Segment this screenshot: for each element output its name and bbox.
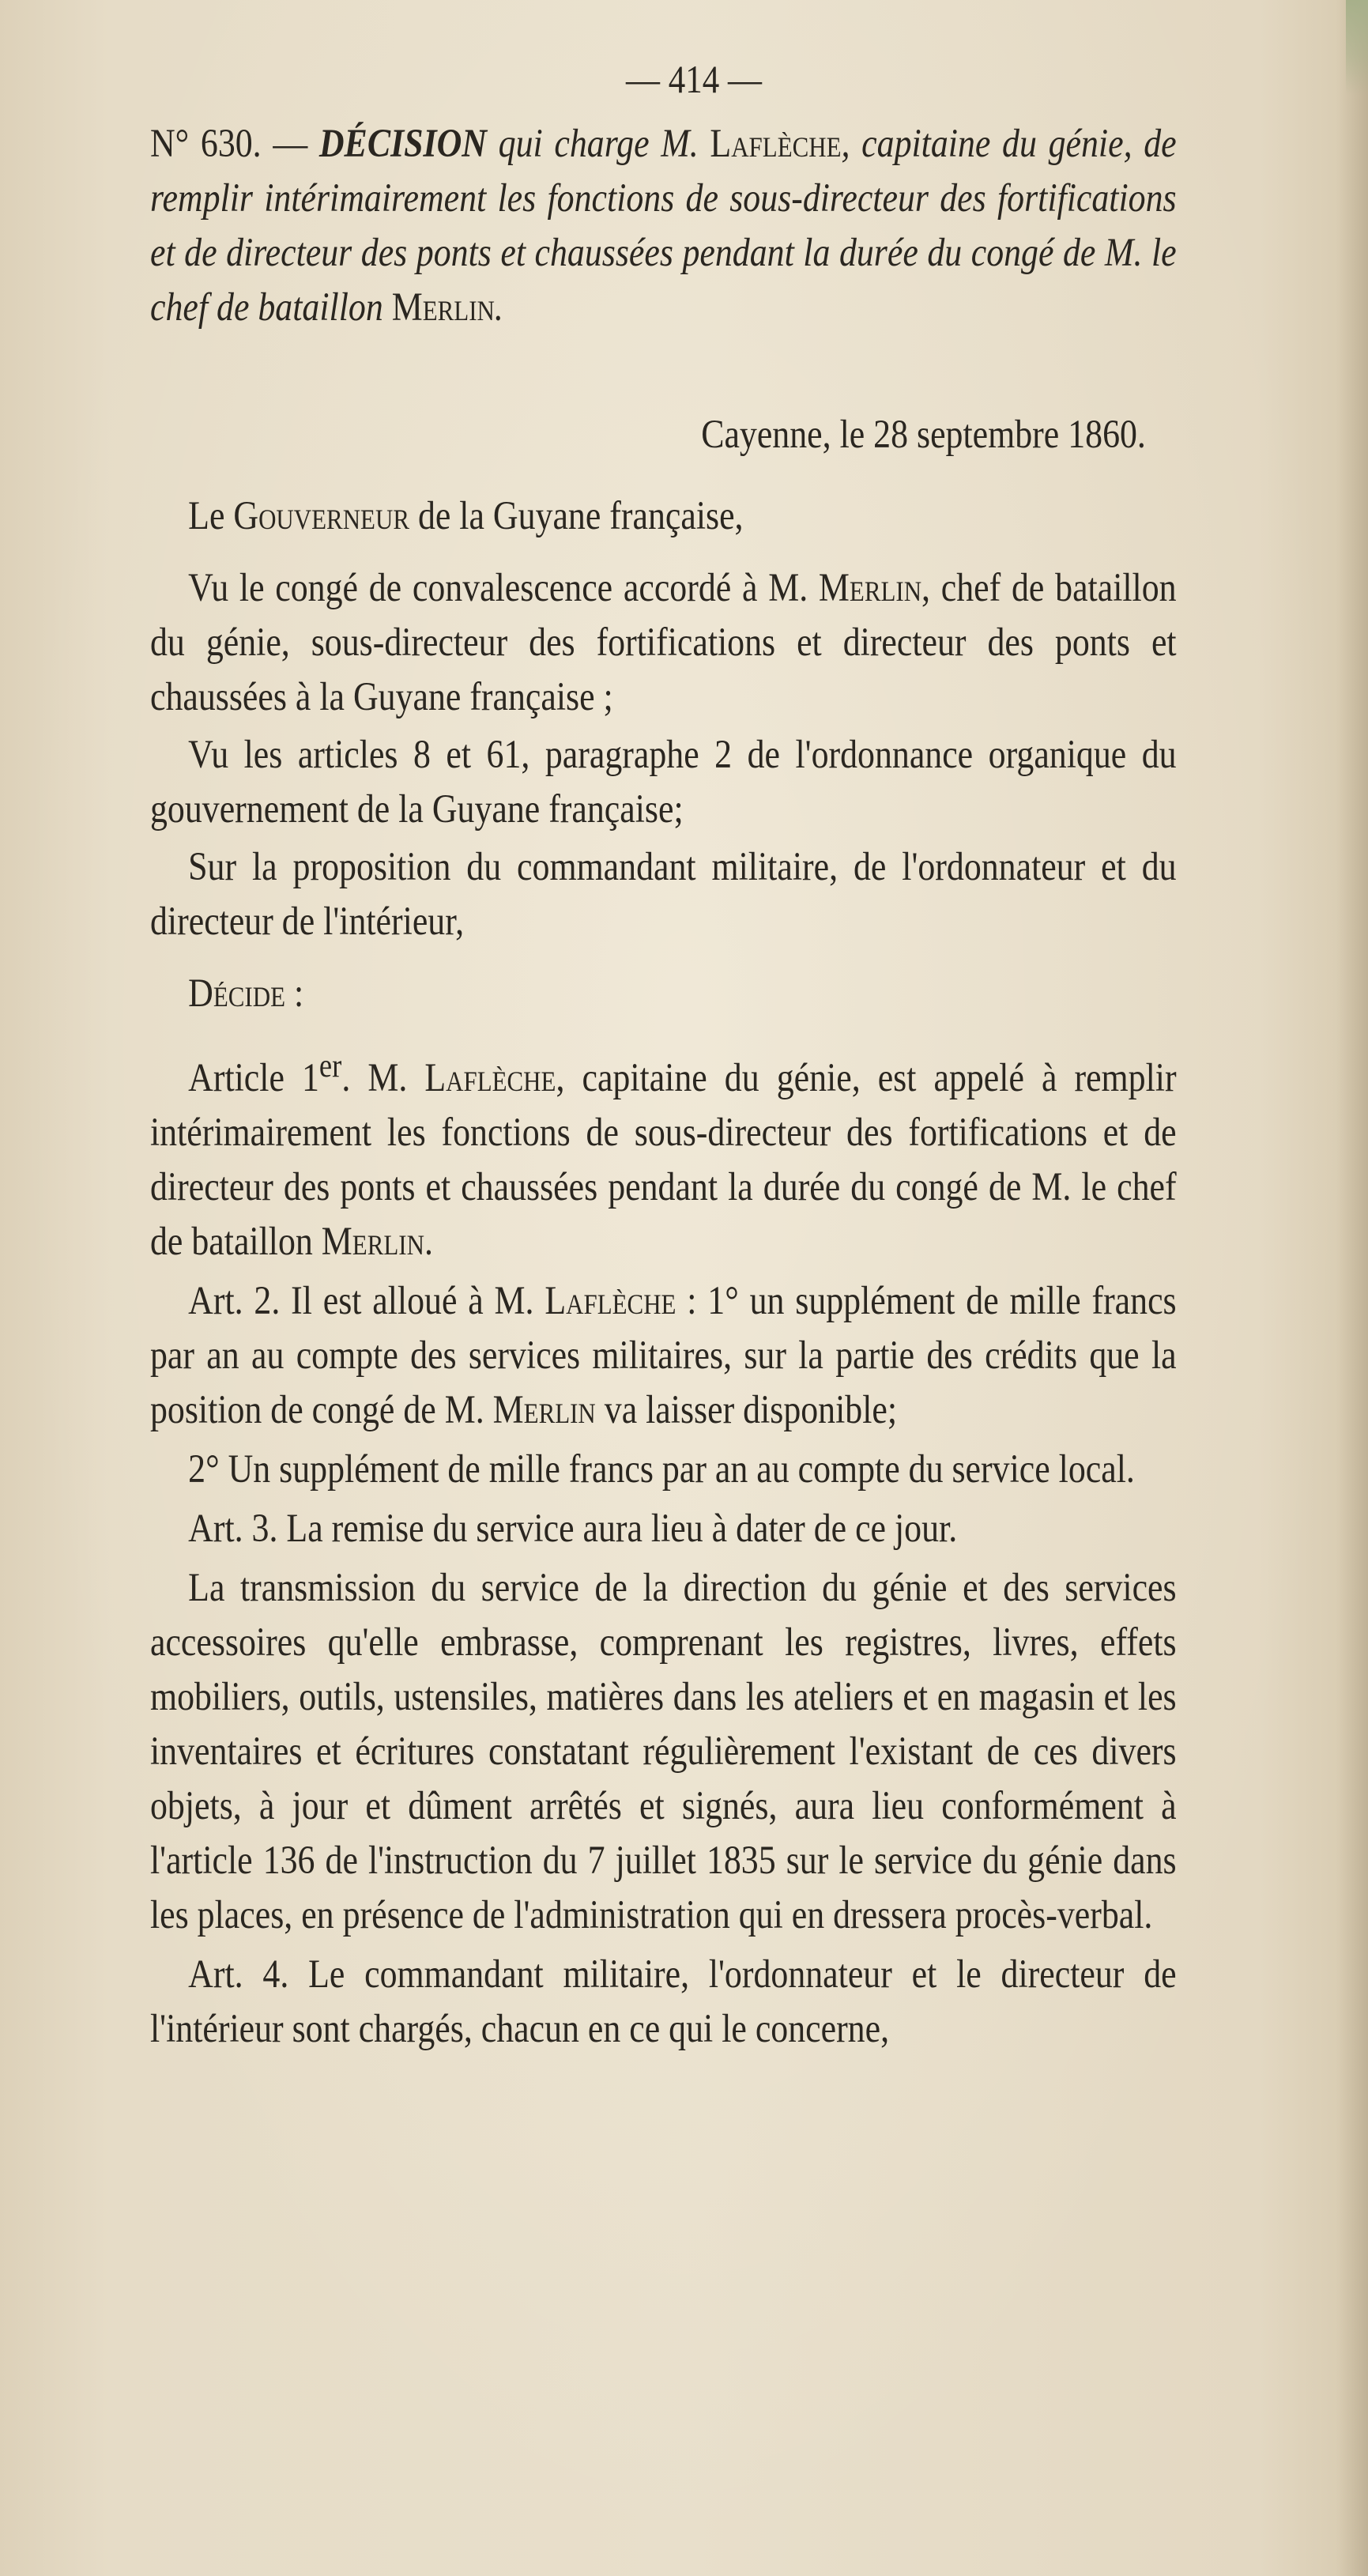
governor-prefix: Le [188,494,225,538]
decision-person: Laflèche [710,122,842,166]
decide-heading: Décide : [188,971,304,1016]
article-1-mid: . M. [341,1056,408,1100]
governor-title: Gouverneur [233,494,409,538]
decision-title-part1: qui charge M. [498,122,699,166]
article-2-before: Art. 2. Il est alloué à M. [188,1279,534,1323]
paper-stain [1346,0,1368,95]
decision-title [150,117,1177,335]
article-2-b: 2° Un supplément de mille francs par an au compte du service local. [188,1447,1135,1492]
article-1 [150,1039,1177,1269]
consideration-text: Vu le congé de convalescence accordé à M. [188,566,808,610]
date-line: Cayenne, le 28 septembre 1860. [701,413,1146,457]
consideration-1 [150,561,1177,725]
article-1-label: Article 1 [188,1056,319,1100]
transmission-paragraph: La transmission du service de la direction du génie et des services accessoires qu'elle embrasse, comprenant les registres, livres, effets mobiliers, outils, ustensiles, matières dans les ateliers et en magasin et les inventaires et écritures constatant régulièrement l'existant de ces divers objets, à jour et dûment arrêtés et signés, aura lieu conformément à l'article 136 de l'instruction du 7 juillet 1835 sur le service du génie dans les places, en présence de l'administration qui en dressera procès-verbal. [150,1566,1177,1937]
consideration-2 [150,728,1177,837]
decision-title-part2: , capitaine du génie, de remplir intérimairement les fonctions de sous-directeur des fortifications et de directeur des ponts et chaussées pendant la durée du congé de M. le chef de bataillon [150,122,1177,330]
article-1-name: Laflèche [424,1056,556,1100]
decision-keyword: DÉCISION [318,122,487,166]
page-edge-shadow [1336,0,1368,2576]
consideration-name: Merlin [818,566,922,610]
page-number: — 414 — [626,57,762,101]
consideration-text: Sur la proposition du commandant militaire, de l'ordonnateur et du directeur de l'intérieur, [150,845,1177,944]
article-2-end: va laisser disponible; [595,1388,898,1432]
governor-rest: de la Guyane française, [417,494,744,538]
article-2-text: : 1° un supplément de mille francs par an au compte des services militaires, sur la partie des crédits que la position de congé de M. [150,1279,1177,1432]
decision-number: N° 630. — [150,122,308,166]
article-2 [150,1274,1177,1438]
consideration-3 [150,840,1177,949]
article-4: Art. 4. Le commandant militaire, l'ordonnateur et le directeur de l'intérieur sont chargés, chacun en ce qui le concerne, [150,1952,1177,2051]
document-body [150,47,1177,2057]
article-2-name: Laflèche [545,1279,676,1323]
consideration-text: Vu les articles 8 et 61, paragraphe 2 de l'ordonnance organique du gouvernement de la Guyane française; [150,733,1177,832]
article-2-name2: Merlin [492,1388,596,1432]
article-1-sup: er [318,1047,342,1084]
article-3: Art. 3. La remise du service aura lieu à dater de ce jour. [188,1507,958,1551]
decision-person2: Merlin [391,285,495,330]
article-1-text: , capitaine du génie, est appelé à remplir intérimairement les fonctions de sous-directeur des fortifications et de directeur des ponts et chaussées pendant la durée du congé de M. le chef de bataillon [150,1056,1177,1264]
decision-title-end: . [494,285,503,330]
article-1-end: . [424,1220,433,1264]
governor-line [150,489,1177,544]
consideration-text-after: , chef de bataillon du génie, sous-directeur des fortifications et directeur des ponts et chaussées à la Guyane française ; [150,566,1177,719]
article-1-name2: Merlin [321,1220,424,1264]
